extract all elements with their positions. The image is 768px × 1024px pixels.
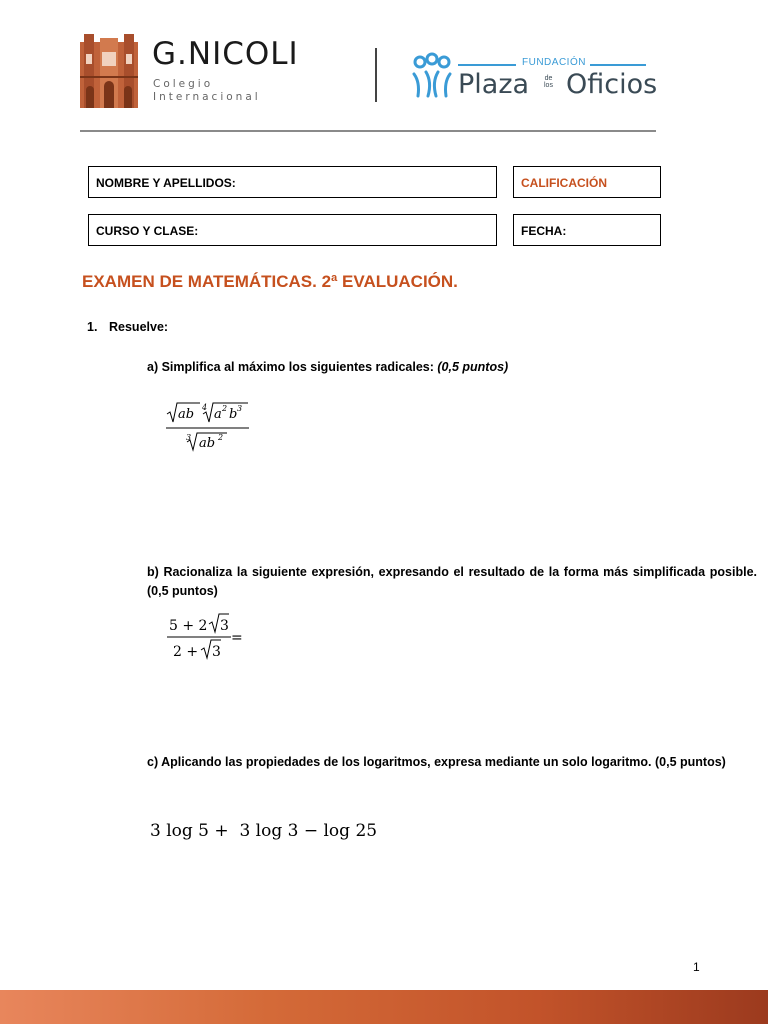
- svg-text:2: 2: [222, 404, 228, 413]
- header-divider: [375, 48, 377, 102]
- svg-text:=: =: [231, 630, 243, 646]
- question-title: Resuelve:: [109, 320, 169, 334]
- formula-b: [165, 610, 245, 662]
- question-a-points: (0,5 puntos): [437, 360, 509, 374]
- plaza-de: de: [544, 75, 553, 82]
- school-building-icon: [80, 30, 138, 108]
- svg-text:4: 4: [202, 403, 208, 412]
- svg-text:3: 3: [186, 433, 192, 442]
- footer-band: [0, 990, 768, 1024]
- question-number: 1.: [87, 320, 98, 334]
- fundacion-people-icon: [410, 52, 454, 100]
- curso-field[interactable]: [88, 214, 497, 246]
- nombre-field[interactable]: [88, 166, 497, 198]
- formula-c: 3 log 5 + 3 log 3 − log 25: [150, 821, 378, 841]
- question-b: b) Racionaliza la siguiente expresión, expresando el resultado de la forma más simplificada posible. (0,5 puntos): [147, 565, 757, 598]
- svg-text:ab: ab: [199, 436, 216, 451]
- oficios-word: Oficios: [566, 69, 658, 100]
- svg-text:3: 3: [220, 618, 229, 634]
- nombre-label: NOMBRE Y APELLIDOS:: [96, 176, 236, 190]
- page-number: 1: [693, 960, 700, 974]
- plaza-de-los: [544, 75, 553, 89]
- svg-text:3: 3: [212, 644, 221, 660]
- fecha-label: FECHA:: [521, 224, 567, 238]
- formula-a: [164, 398, 254, 452]
- question-c: c) Aplicando las propiedades de los logaritmos, expresa mediante un solo logaritmo. (0,5 puntos): [147, 755, 726, 769]
- school-name: G.NICOLI: [152, 36, 299, 72]
- exam-title: EXAMEN DE MATEMÁTICAS. 2ª EVALUACIÓN.: [82, 272, 458, 291]
- school-subtitle-1: Colegio: [153, 78, 214, 90]
- school-subtitle-2: Internacional: [153, 91, 261, 103]
- svg-text:a: a: [214, 407, 222, 422]
- svg-text:ab: ab: [178, 407, 195, 422]
- svg-text:5 + 2: 5 + 2: [169, 618, 208, 634]
- svg-text:3: 3: [237, 404, 243, 413]
- curso-label: CURSO Y CLASE:: [96, 224, 199, 238]
- header-rule: [80, 130, 656, 132]
- fundacion-line-right: [590, 64, 646, 66]
- calificacion-field[interactable]: [513, 166, 661, 198]
- fecha-field[interactable]: [513, 214, 661, 246]
- plaza-word: Plaza: [458, 69, 530, 100]
- svg-text:b: b: [229, 407, 238, 422]
- svg-text:2: 2: [218, 433, 224, 442]
- fundacion-line-left: [458, 64, 516, 66]
- plaza-los: los: [544, 82, 553, 89]
- school-logo: [80, 30, 138, 108]
- calificacion-label: CALIFICACIÓN: [521, 176, 607, 190]
- svg-text:2 +: 2 +: [173, 644, 199, 660]
- question-a-text: a) Simplifica al máximo los siguientes radicales:: [147, 360, 438, 374]
- fundacion-label: FUNDACIÓN: [522, 57, 586, 68]
- question-a: [147, 358, 508, 377]
